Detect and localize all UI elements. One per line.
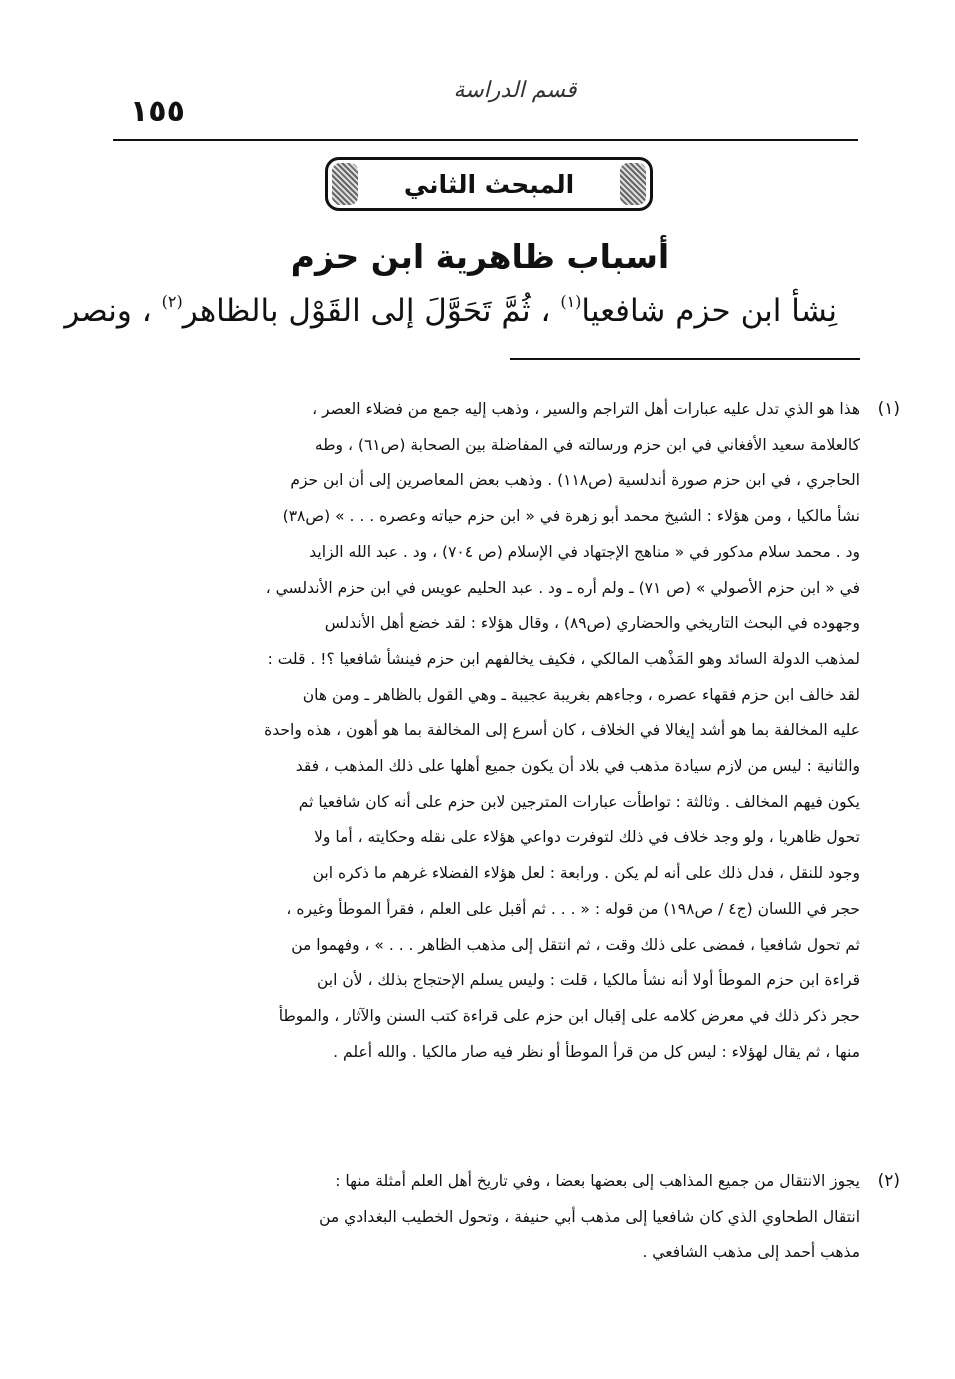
footnote-line: حجر ذكر ذلك في معرض كلامه على إقبال ابن حزم على قراءة كتب السنن والآثار ، والموطأ bbox=[278, 1006, 860, 1025]
footnote-2 bbox=[120, 1164, 900, 1271]
intro-text-3: ، ونصر bbox=[64, 293, 152, 329]
footnote-line: ود . محمد سلام مدكور في « مناهج الإجتهاد في الإسلام (ص ٧٠٤) ، ود . عبد الله الزايد bbox=[309, 542, 860, 561]
footnote-marker: (١) bbox=[877, 399, 900, 419]
intro-text-2: ، ثُمَّ تَحَوَّلَ إلى القَوْل بالظاهر bbox=[182, 293, 551, 329]
intro-text-1: نِشأ ابن حزم شافعيا bbox=[581, 293, 837, 329]
footnote-1 bbox=[120, 392, 900, 1070]
decorative-band-left bbox=[332, 163, 358, 205]
footnote-separator bbox=[510, 358, 860, 360]
footnote-line: هذا هو الذي تدل عليه عبارات أهل التراجم والسير ، وذهب إليه جمع من فضلاء العصر ، bbox=[312, 400, 860, 418]
footnote-line: يكون فيهم المخالف . وثالثة : تواطأت عبارات المترجين لابن حزم على أنه كان شافعيا ثم bbox=[298, 792, 860, 811]
chapter-title: المبحث الثاني bbox=[403, 169, 575, 199]
footnote-line: والثانية : ليس من لازم سيادة مذهب في بلاد أن يكون جميع أهلها على ذلك المذهب ، فقد bbox=[295, 757, 860, 776]
footnote-line: تحول ظاهريا ، ولو وجد خلاف في ذلك لتوفرت دواعي هؤلاء على نقله وحكايته ، أما ولا bbox=[314, 828, 860, 847]
footnote-line: الحاجري ، في ابن حزم صورة أندلسية (ص١١٨) . وذهب بعض المعاصرين إلى أن ابن حزم bbox=[290, 471, 860, 490]
footnote-line: انتقال الطحاوي الذي كان شافعيا إلى مذهب أبي حنيفة ، وتحول الخطيب البغدادي من bbox=[319, 1207, 860, 1226]
footnote-line: مذهب أحمد إلى مذهب الشافعي . bbox=[642, 1243, 860, 1262]
footnote-line: قراءة ابن حزم الموطأ أولا أنه نشأ مالكيا ، قلت : وليس يسلم الإحتجاج بذلك ، لأن ابن bbox=[316, 971, 860, 990]
footnote-line: وجود للنقل ، فدل ذلك على أنه لم يكن . ورابعة : لعل هؤلاء الفضلاء غرهم ما ذكره ابن bbox=[312, 864, 860, 883]
intro-paragraph bbox=[64, 292, 837, 329]
decorative-band-right bbox=[620, 163, 646, 205]
footnote-line: وجهوده في البحث التاريخي والحضاري (ص٨٩) ، وقال هؤلاء : لقد خضع أهل الأندلس bbox=[324, 614, 860, 633]
footnote-ref-2: (٢) bbox=[161, 292, 183, 311]
footnote-line: منها ، ثم يقال لهؤلاء : ليس كل من قرأ الموطأ أو نظر فيه صار مالكيا . والله أعلم . bbox=[333, 1042, 860, 1061]
footnote-ref-1: (١) bbox=[560, 292, 582, 311]
footnote-line: كالعلامة سعيد الأفغاني في ابن حزم ورسالته في المفاضلة بين الصحابة (ص٦١) ، وطه bbox=[314, 435, 860, 454]
footnote-line: لقد خالف ابن حزم فقهاء عصره ، وجاءهم بغريبة عجيبة ـ وهي القول بالظاهر ـ ومن هان bbox=[302, 685, 860, 704]
footnote-line: يجوز الانتقال من جميع المذاهب إلى بعضها بعضا ، وفي تاريخ أهل العلم أمثلة منها : bbox=[335, 1172, 860, 1190]
header-rule bbox=[113, 139, 858, 141]
main-heading: أسباب ظاهرية ابن حزم bbox=[290, 237, 670, 276]
footnote-line: نشأ مالكيا ، ومن هؤلاء : الشيخ محمد أبو زهرة في « ابن حزم حياته وعصره . . . » (ص٣٨) bbox=[282, 507, 860, 526]
footnote-line: عليه المخالفة بما هو أشد إيغالا في الخلاف ، كان أسرع إلى المخالفة بما هو أهون ، هذه واحدة bbox=[264, 721, 860, 740]
footnote-line: لمذهب الدولة السائد وهو المَذْهب المالكي ، فكيف يخالفهم ابن حزم فينشأ شافعيا ؟! . قلت : bbox=[267, 649, 860, 668]
section-label: قسم الدراسة bbox=[453, 78, 577, 103]
footnote-line: حجر في اللسان (ج٤ / ص١٩٨) من قوله : « . . . ثم أقبل على العلم ، فقرأ الموطأ وغيره ، bbox=[286, 899, 860, 918]
footnote-line: ثم تحول شافعيا ، فمضى على ذلك وقت ، ثم انتقل إلى مذهب الظاهر . . . » ، وفهموا من bbox=[291, 935, 860, 954]
chapter-title-box bbox=[325, 157, 653, 211]
footnote-marker: (٢) bbox=[877, 1171, 900, 1191]
page-number: ١٥٥ bbox=[130, 94, 185, 129]
footnote-line: في « ابن حزم الأصولي » (ص ٧١) ـ ولم أره ـ ود . عبد الحليم عويس في ابن حزم الأندلسي ، bbox=[265, 578, 860, 597]
